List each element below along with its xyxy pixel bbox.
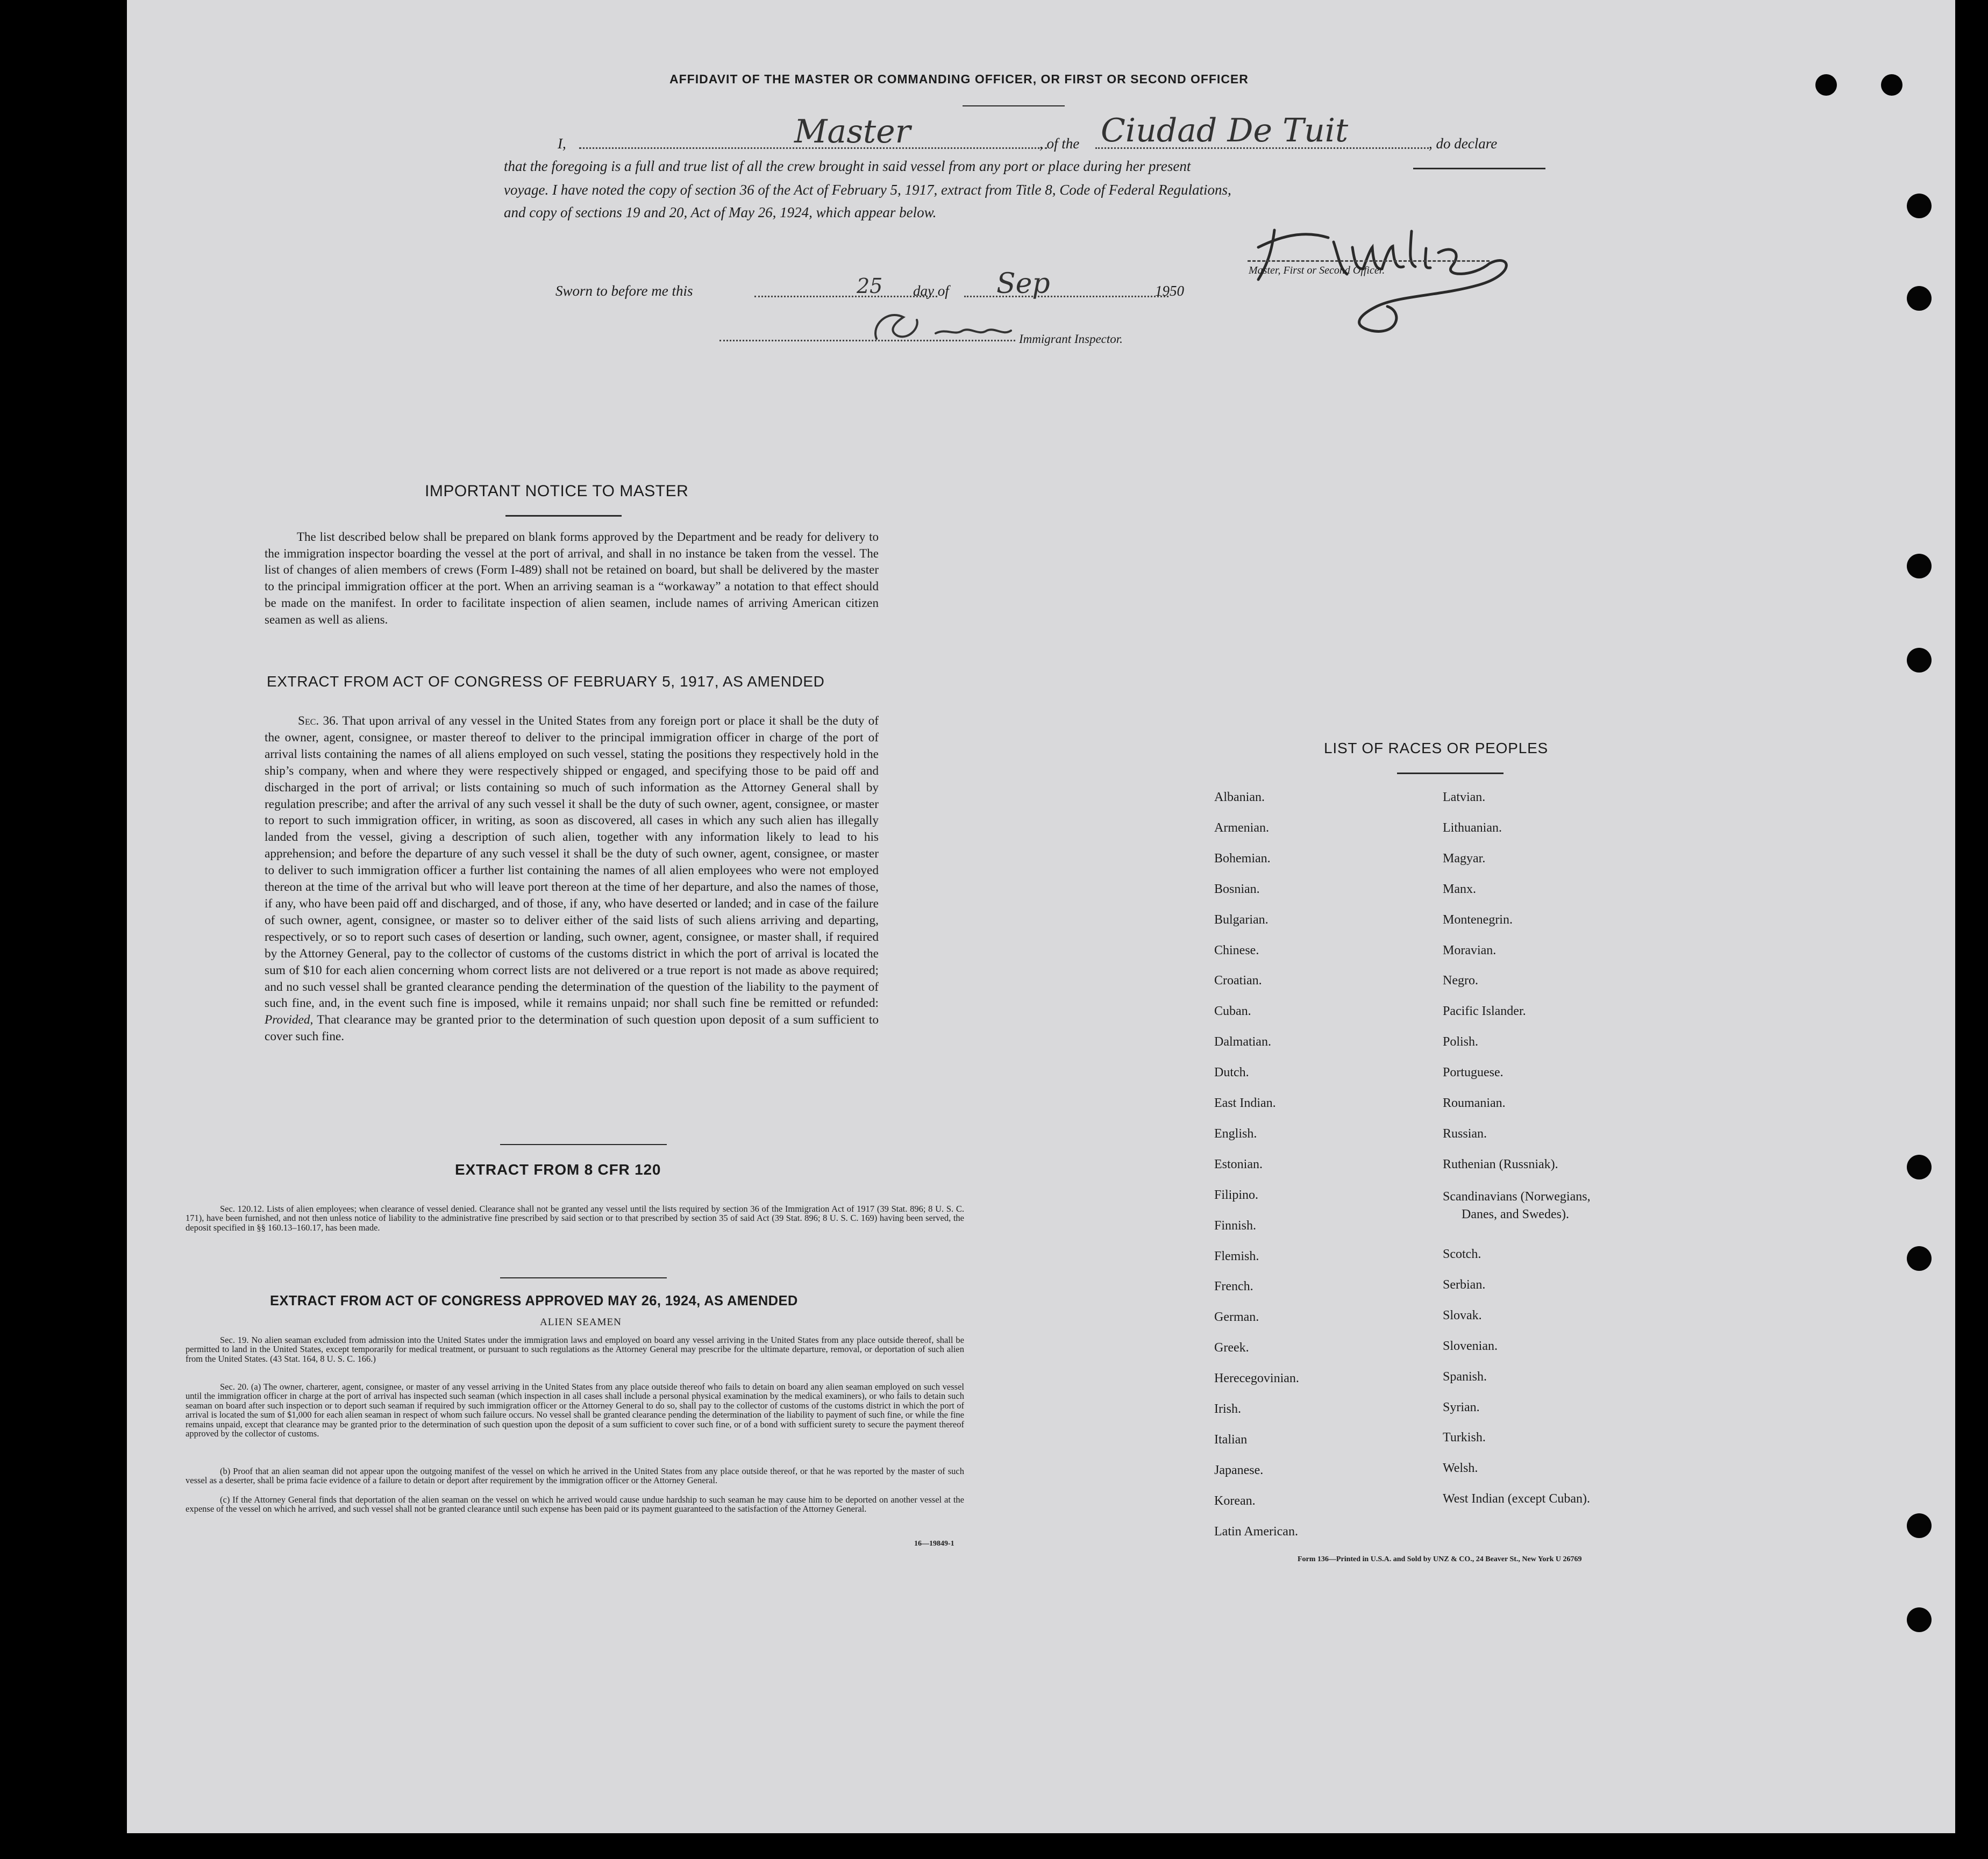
race-item: Estonian. <box>1214 1157 1263 1171</box>
race-item: Latvian. <box>1443 790 1486 804</box>
affidavit-line-4: and copy of sections 19 and 20, Act of May 26, 1924, which appear below. <box>504 204 937 220</box>
race-item: East Indian. <box>1214 1096 1276 1110</box>
race-item: Lithuanian. <box>1443 820 1502 835</box>
form-code: 16—19849-1 <box>914 1540 954 1548</box>
cfr-title: EXTRACT FROM 8 CFR 120 <box>455 1161 661 1178</box>
sec-20c-text: (c) If the Attorney General finds that deportation of the alien seaman on the vessel on which he arrived would cause undue hardship to such seaman he may cause him to be deported on another vessel at the expense of the vessel on which he arrived, and such vessel shall not be granted clearance until such expense has been paid or its payment guaranteed to the satisfaction of the Attorney General. <box>186 1495 964 1514</box>
sec-36-text: That upon arrival of any vessel in the United States from any foreign port or place it shall be the duty of the owner, agent, consignee, or master thereof to deliver to the principal immigration officer in charge of the port of arrival lists containing the names of all aliens employed on such vessel, stating the positions they respectively hold in the ship’s company, when and where they were respectively shipped or engaged, and specifying those to be paid off and discharged in the port of arrival; or lists containing so much of such information as the Attorney General shall by regulation prescribe; and after the arrival of any such vessel it shall be the duty of such owner, agent, consignee, or master to report to such immigration officer, in writing, as soon as discovered, all cases in which any such alien has illegally landed from the vessel, giving a description of such alien, together with any information likely to lead to his apprehension; and before the departure of any such vessel it shall be the duty of such owner, agent, consignee, or master to deliver to such immigration officer a further list containing the names of all alien employees who were not employed thereon at the time of the arrival but who will leave port thereon at the time of her departure, and also the names of those, if any, who have been paid off and discharged, and of those, if any, who have deserted or landed; and in case of the failure of such owner, agent, consignee, or master so to deliver either of the said lists of such aliens arriving and departing, respectively, or so to report such cases of desertion or landing, such owner, agent, consignee, or master shall, if required by the Attorney General, pay to the collector of customs of the customs district in which the port of arrival is located the sum of $10 for each alien concerning whom correct lists are not delivered or a true report is not made as above required; and no such vessel shall be granted clearance pending the determination of the question of the liability to the payment of such fine, and, in the event such fine is imposed, while it remains unpaid; nor shall such fine be remitted or refunded: <box>265 714 879 1011</box>
race-item: Pacific Islander. <box>1443 1004 1526 1019</box>
day-of-text: day of <box>913 283 949 299</box>
race-item: Korean. <box>1214 1493 1256 1508</box>
race-item: Albanian. <box>1214 790 1265 804</box>
race-item: Portuguese. <box>1443 1066 1504 1080</box>
extract-1917-title: EXTRACT FROM ACT OF CONGRESS OF FEBRUARY 5, 1917, AS AMENDED <box>267 673 825 690</box>
notice-title: IMPORTANT NOTICE TO MASTER <box>425 482 689 500</box>
master-signature <box>1226 215 1516 339</box>
race-item: Dutch. <box>1214 1066 1249 1080</box>
sec-20b-text: (b) Proof that an alien seaman did not appear upon the outgoing manifest of the vessel on which he arrived in the United States from any place outside thereof, or that he was reported by the master of such vessel as a deserter, shall be prima facie evidence of a failure to detain or deport after requirement by the immigration officer or the Attorney General. <box>186 1466 964 1486</box>
race-item: Finnish. <box>1214 1218 1257 1233</box>
punch-hole <box>1907 1607 1932 1632</box>
race-item: Bohemian. <box>1214 851 1271 866</box>
punch-hole <box>1907 1513 1932 1538</box>
signature-caption: Master, First or Second Officer. <box>1249 264 1385 276</box>
race-item: Polish. <box>1443 1035 1479 1049</box>
provided-text: Provided, <box>265 1013 313 1027</box>
race-item: Latin American. <box>1214 1524 1298 1539</box>
race-item: Scotch. <box>1443 1247 1481 1261</box>
race-item: Greek. <box>1214 1341 1249 1355</box>
divider <box>500 1277 667 1278</box>
affidavit-i: I, <box>558 135 566 152</box>
affidavit-line-3: voyage. I have noted the copy of section 36 of the Act of February 5, 1917, extract from Title 8, Code of Federal Regulations, <box>504 182 1231 198</box>
race-item: Slovenian. <box>1443 1339 1498 1353</box>
race-item: Filipino. <box>1214 1188 1259 1202</box>
divider <box>500 1144 667 1145</box>
race-item: Turkish. <box>1443 1431 1486 1445</box>
race-item: Roumanian. <box>1443 1096 1506 1110</box>
vessel-name-handwritten: Ciudad De Tuit <box>1101 112 1349 149</box>
cfr-body: Sec. 120.12. Lists of alien employees; when clearance of vessel denied. Clearance shall not be granted any vessel until the lists required by section 36 of the Immigration Act of 1917 (39 Stat. 896; 8 U. S. C. 171), have been furnished, and not then unless notice of liability to the administrative fine prescribed by said section or to that prescribed by section 35 of said Act (39 Stat. 896; 8 U. S. C. 169) having been served, the deposit specified in §§ 160.13–160.17, has been made. <box>186 1204 964 1233</box>
punch-hole <box>1907 648 1932 673</box>
race-item: Montenegrin. <box>1443 912 1513 927</box>
affidavit-line-2: that the foregoing is a full and true list of all the crew brought in said vessel from any port or place during her present <box>504 158 1191 174</box>
race-item: Danes, and Swedes). <box>1462 1207 1569 1221</box>
race-item: Magyar. <box>1443 851 1486 866</box>
extract-1917-body <box>265 713 879 1045</box>
sworn-prefix: Sworn to before me this <box>555 283 693 299</box>
strikeout <box>1413 168 1545 169</box>
race-item: Armenian. <box>1214 820 1269 835</box>
race-item: Herecegovinian. <box>1214 1371 1299 1386</box>
race-item: West Indian (except Cuban). <box>1443 1492 1590 1506</box>
race-item: Irish. <box>1214 1402 1241 1416</box>
race-item: Scandinavians (Norwegians, <box>1443 1190 1591 1204</box>
divider <box>505 515 622 517</box>
race-item: Syrian. <box>1443 1400 1480 1414</box>
punch-hole <box>1907 1155 1932 1179</box>
race-item: Dalmatian. <box>1214 1035 1271 1049</box>
race-item: Cuban. <box>1214 1004 1251 1019</box>
divider <box>1397 773 1504 774</box>
race-item: Croatian. <box>1214 974 1262 988</box>
master-handwritten: Master <box>794 113 911 151</box>
divider <box>963 105 1065 106</box>
notice-body: The list described below shall be prepared on blank forms approved by the Department and be ready for delivery to the immigration inspector boarding the vessel at the port of arrival, and shall in no instance be taken from the vessel. The list of changes of alien members of crews (Form I-489) shall not be retained on board, but shall be delivered by the master to the principal immigration officer at the port. When an arriving seaman is a “workaway” a notation to that effect should be made on the manifest. In order to facilitate inspection of alien seamen, include names of arriving American citizen seamen as well as aliens. <box>265 530 879 626</box>
sec-20a-text: Sec. 20. (a) The owner, charterer, agent, consignee, or master of any vessel arriving in the United States from any place outside thereof who fails to detain on board any alien seaman employed on such vessel until the immigration officer in charge at the port of arrival has inspected such seaman (which inspection in all cases shall include a personal physical examination by the medical examiners), or who fails to detain such seaman on board after such inspection or to deport such seaman if required by such immigration officer or the Attorney General to do so, shall pay to the collector of customs of the customs district in which the port of arrival is located the sum of $1,000 for each alien seaman in respect of whom such failure occurs. No vessel shall be granted clearance pending the determination of the liability to payment of such fine, or while the fine remains unpaid, except that clearance may be granted prior to the determination of such question upon the deposit of a sum sufficient to cover such fine, or of a bond with sufficient surety to secure the payment thereof approved by the collector of customs. <box>186 1382 964 1439</box>
sec-19-text: Sec. 19. No alien seaman excluded from admission into the United States under the immigration laws and employed on board any vessel arriving in the United States from any place outside thereof, shall be permitted to land in the United States, except temporarily for medical treatment, or pursuant to such regulations as the Attorney General may prescribe for the ultimate departure, removal, or deportation of such alien from the United States. (43 Stat. 164, 8 U. S. C. 166.) <box>186 1335 964 1364</box>
punch-hole <box>1815 74 1837 96</box>
race-item: Ruthenian (Russniak). <box>1443 1157 1558 1171</box>
race-item: Moravian. <box>1443 943 1497 957</box>
race-item: Bosnian. <box>1214 882 1260 896</box>
sworn-year: 1950 <box>1155 283 1184 299</box>
affidavit-line-1 <box>558 112 1526 157</box>
race-item: Negro. <box>1443 974 1478 988</box>
printer-note: Form 136—Printed in U.S.A. and Sold by UNZ & CO., 24 Beaver St., New York U 26769 <box>1298 1555 1582 1563</box>
punch-hole <box>1907 286 1932 311</box>
sec-36-text-end: That clearance may be granted prior to the determination of such question upon deposit of a sum sufficient to cover such fine. <box>265 1013 879 1044</box>
race-item: Welsh. <box>1443 1461 1478 1476</box>
of-the-text: , of the <box>1039 135 1080 152</box>
race-item: Slovak. <box>1443 1308 1482 1322</box>
race-item: Serbian. <box>1443 1277 1486 1292</box>
do-declare-text: , do declare <box>1429 135 1498 152</box>
race-item: English. <box>1214 1126 1257 1141</box>
race-item: Flemish. <box>1214 1249 1259 1263</box>
extract-1924-title: EXTRACT FROM ACT OF CONGRESS APPROVED MAY 26, 1924, AS AMENDED <box>270 1293 798 1309</box>
race-item: Italian <box>1214 1432 1248 1447</box>
punch-hole <box>1907 194 1932 218</box>
race-item: Russian. <box>1443 1126 1487 1141</box>
sworn-day: 25 <box>857 274 883 298</box>
race-item: Japanese. <box>1214 1463 1264 1477</box>
race-item: Manx. <box>1443 882 1476 896</box>
race-item: Bulgarian. <box>1214 912 1269 927</box>
punch-hole <box>1907 1246 1932 1271</box>
inspector-caption: Immigrant Inspector. <box>1019 332 1123 346</box>
signature-line <box>1248 260 1490 262</box>
punch-hole <box>1907 554 1932 578</box>
punch-hole <box>1881 74 1903 96</box>
race-item: Spanish. <box>1443 1369 1487 1384</box>
race-item: French. <box>1214 1279 1253 1294</box>
extract-1924-subtitle: ALIEN SEAMEN <box>540 1317 622 1328</box>
month-underline <box>964 296 1168 297</box>
race-item: German. <box>1214 1310 1259 1325</box>
race-item: Chinese. <box>1214 943 1259 957</box>
sec-36-label: Sec. 36. <box>298 714 339 728</box>
affidavit-title: AFFIDAVIT OF THE MASTER OR COMMANDING OFFICER, OR FIRST OR SECOND OFFICER <box>669 72 1249 86</box>
races-title: LIST OF RACES OR PEOPLES <box>1324 740 1549 756</box>
day-underline <box>754 296 937 297</box>
sworn-month: Sep <box>996 268 1050 300</box>
